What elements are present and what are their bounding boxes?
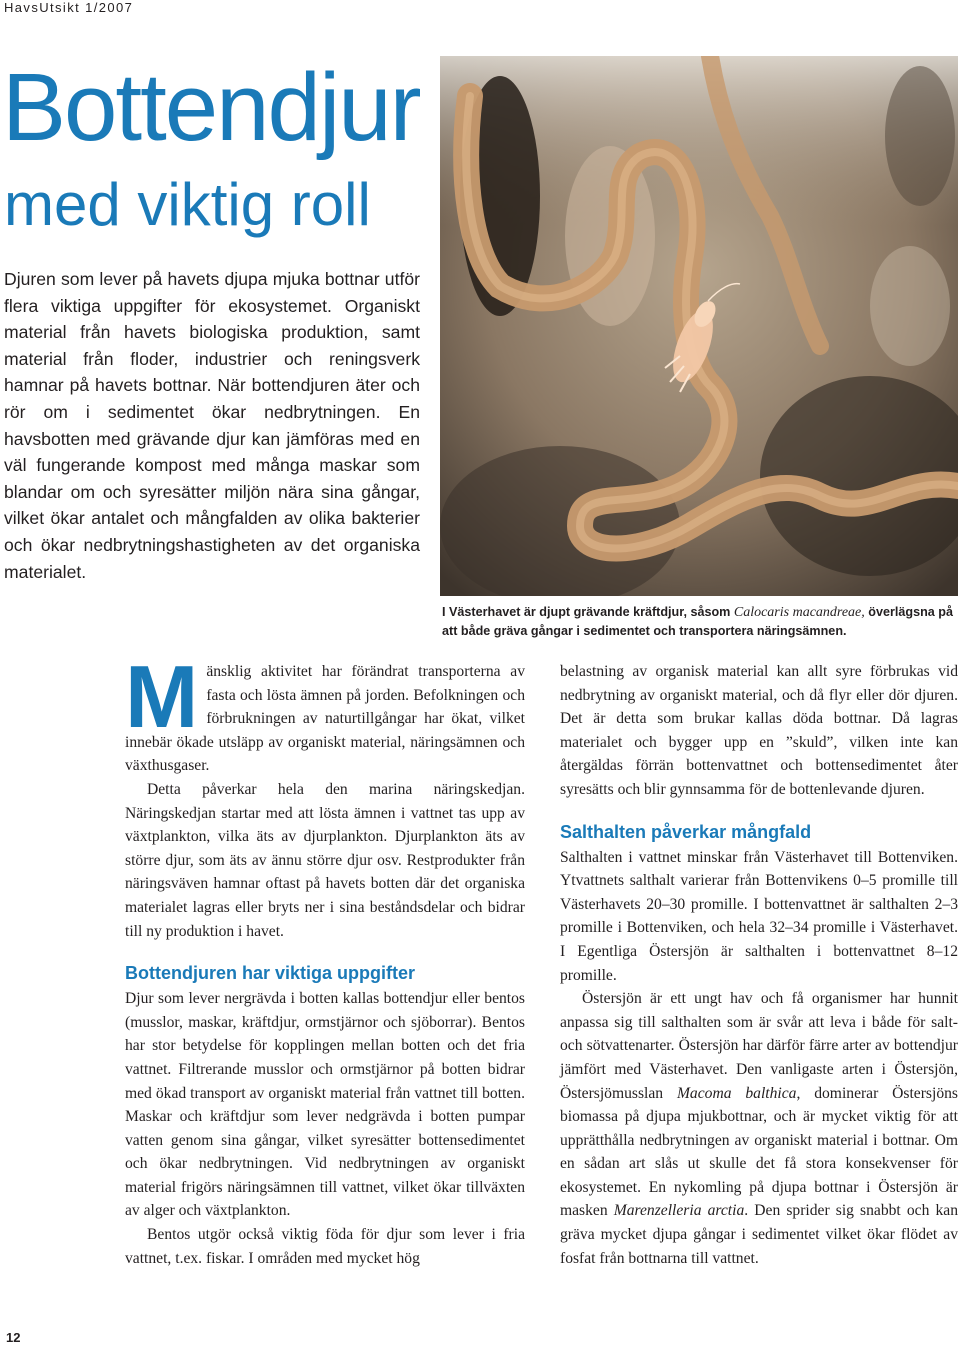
paragraph: Bentos utgör också viktig föda för djur som lever i fria vattnet, t.ex. fiskar. I områden med mycket hög: [125, 1226, 525, 1267]
page-number: 12: [6, 1330, 21, 1345]
burrow-photo: [440, 56, 958, 596]
paragraph: belastning av organisk material kan allt syre förbrukas vid nedbrytning av organiskt material, och då flyr eller dör djuren. Det är detta som brukar kallas döda bottnar. Då lagras materialet och bygger upp en ”skuld”, vilken inte kan återgäldas förrän bottenvattnet och bottensedimentet åter syresätts och blir gynnsamma för de bottenlevande djuren.: [560, 663, 958, 798]
page-title: Bottendjur: [2, 54, 420, 161]
page-subtitle: med viktig roll: [4, 171, 371, 238]
ingress-text: Djuren som lever på havets djupa mjuka bottnar utför flera viktiga uppgifter för ekosystemet. Organiskt material från havets biologiska produktion, samt material från floder, industrier och reningsverk hamnar på havets bottnar. När bottendjuren äter och rör om i sedimentet ökar nedbrytningen. En havsbotten med grävande djur kan jämföras med en väl fungerande kompost med många maskar som blandar om och syresätter miljön nära sina gångar, vilket ökar antalet och mångfalden av olika bakterier och ökar nedbrytningshastigheten av det organiska materialet.: [4, 269, 420, 582]
body-column-1: [125, 647, 525, 1270]
paragraph: [560, 987, 958, 1270]
running-header: HavsUtsikt 1/2007: [4, 0, 134, 15]
text-run: . Den sprider sig snabbt och kan gräva mycket djupa gångar i sedimentet vilket ökar flödet av fosfat från bottnarna till vattnet.: [560, 1202, 958, 1267]
section-heading-salinity: Salthalten påverkar mångfald: [560, 821, 812, 842]
paragraph: Salthalten i vattnet minskar från Västerhavet till Bottenviken. Ytvattnets salthalt varierar från Bottenvikens 0–5 promille till Västerhavets 20–30 promille. I bottenvattnet är salthalten 2–3 promille i Bottenviken, och hela 32–34 promille i Västerhavet. I Egentliga Östersjön är salthalten i bottenvattnet 8–12 promille.: [560, 848, 958, 984]
caption-text-before: I Västerhavet är djupt grävande kräftdjur, såsom: [442, 605, 734, 619]
caption-species: Calocaris macandreae,: [733, 605, 865, 620]
photo-caption: [442, 603, 958, 641]
caption-text-after: överlägsna på att både gräva gångar i sedimentet och transportera näringsämnen.: [442, 605, 953, 638]
body-column-2: [560, 660, 958, 1270]
section-heading-bottom-animals: Bottendjuren har viktiga uppgifter: [125, 963, 416, 984]
burrow-photo-illustration: [440, 56, 958, 596]
intro-text: änsklig aktivitet har förändrat transporterna av fasta och lösta ämnen på jorden. Befolkningen och förbrukningen av naturtillgångar har ökat, vilket innebär ökade utsläpp av organiskt material, näringsämnen och växthusgaser.: [125, 663, 525, 775]
species-name: Macoma balthica: [676, 1084, 797, 1102]
species-name: Marenzelleria arctia: [613, 1202, 745, 1220]
drop-cap: M: [125, 647, 199, 746]
text-run: , dominerar Östersjöns biomassa på djupa mjukbottnar, och är mycket viktig för att upprätthålla nedbrytningen av organiskt material i bottnar. Om en sådan art slås ut skulle det få stora konsekvenser för ekosystemet. En nykomling på djupa bottnar i Östersjön är masken: [560, 1084, 958, 1220]
intro-paragraph: [125, 647, 525, 778]
paragraph: Detta påverkar hela den marina näringskedjan. Näringskedjan startar med att lösta ämnen i vattnet tas upp av växtplankton, vilka äts av djurplankton. Djurplankton äts av större djur, som äts av ännu större djur osv. Restprodukter från näringsväven hamnar oftast på havets botten där det organiska materialet lagras eller bryts ner i sina beståndsdelar och bidrar till ny produktion i havet.: [125, 780, 525, 940]
text-run: Östersjön är ett ungt hav och få organismer har hunnit anpassa sig till salthalten som är svår att leva i både för salt- och sötvattenarter. Östersjön har därför färre arter av bottendjur jämfört med Västerhavet. Den vanligaste arten i Östersjön, Östersjömusslan: [560, 990, 958, 1102]
paragraph: Djur som lever nergrävda i botten kallas bottendjur eller bentos (musslor, maskar, kräftdjur, ormstjärnor och sjöborrar). Bentos har stor betydelse för kopplingen mellan botten och det fria vattnet. Filtrerande musslor och ormstjärnor på botten bidrar med ökad transport av organiskt material från vattnet till botten. Maskar och kräftdjur som lever nedgrävda i botten pumpar vatten genom sina gångar, vilket syresätter bottensedimentet och ökar nedbrytningen. Vid nedbrytningen av organiskt material frigörs näringsämnen till vattnet, vilket ökar tillväxten av alger och växtplankton.: [125, 990, 525, 1220]
